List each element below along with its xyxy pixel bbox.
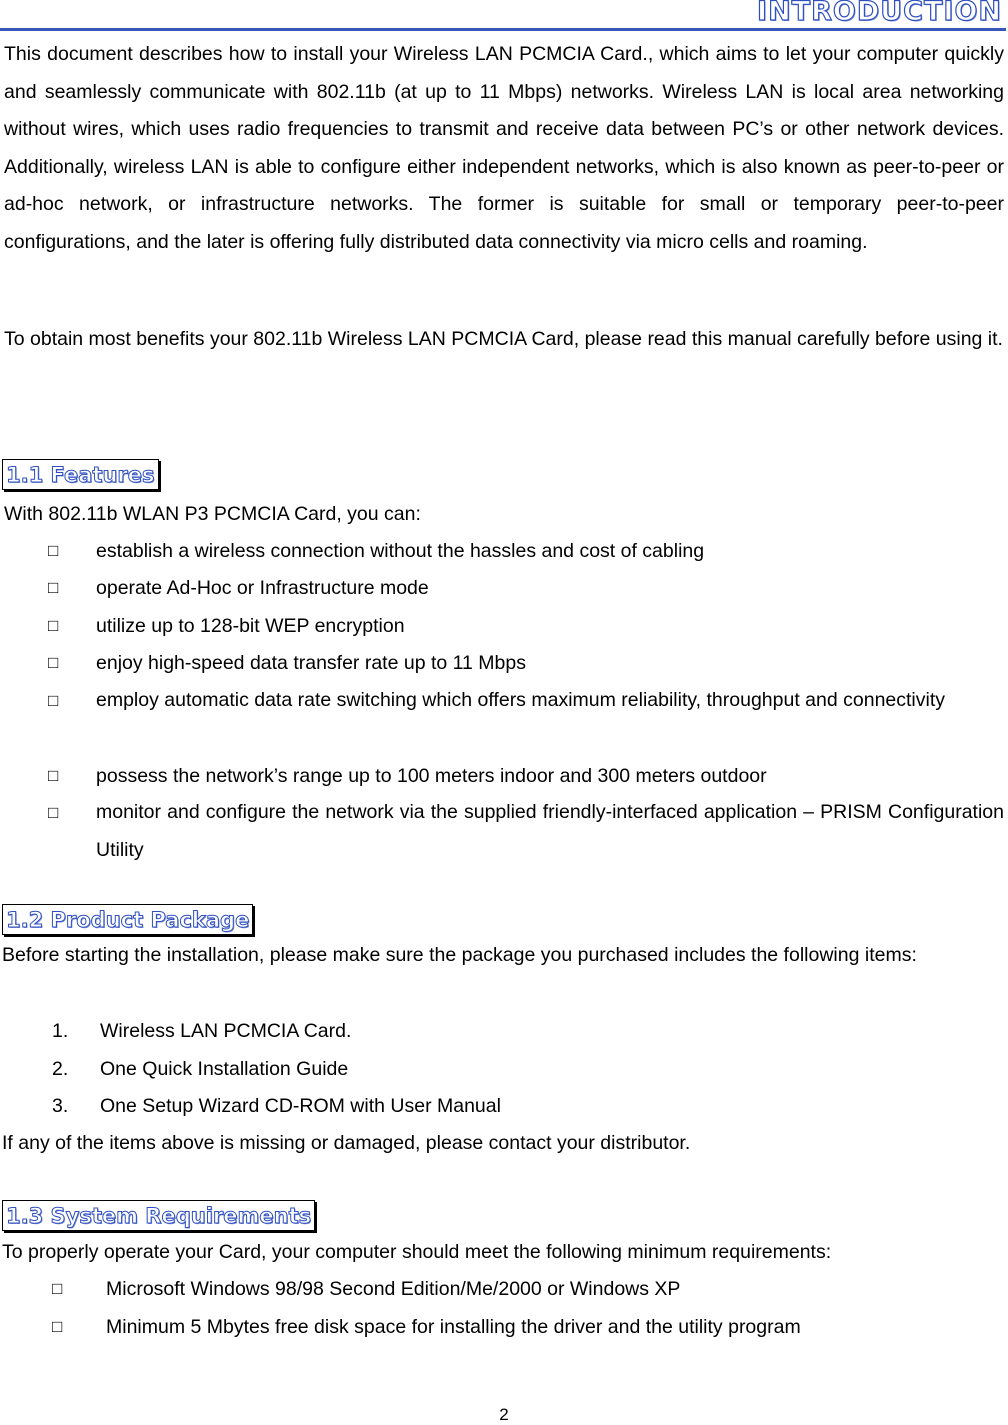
list-item-text: One Quick Installation Guide	[100, 1058, 349, 1080]
list-number: 1.	[52, 1020, 69, 1042]
list-item-text: possess the network’s range up to 100 meters indoor and 300 meters outdoor	[96, 765, 767, 787]
page-number: 2	[499, 1405, 509, 1424]
section-heading-features: 1.1 Features	[2, 459, 159, 490]
bullet-icon: □	[48, 578, 59, 597]
list-item-text: One Setup Wizard CD-ROM with User Manual	[100, 1095, 501, 1117]
section-heading-package: 1.2 Product Package	[2, 904, 253, 935]
bullet-icon: □	[52, 1317, 63, 1336]
bullet-icon: □	[48, 803, 59, 822]
list-item-text: Minimum 5 Mbytes free disk space for installing the driver and the utility program	[106, 1316, 801, 1338]
list-item-text: establish a wireless connection without the hassles and cost of cabling	[96, 540, 705, 562]
list-item-text: enjoy high-speed data transfer rate up to 11 Mbps	[96, 652, 526, 674]
section-heading-requirements: 1.3 System Requirements	[2, 1200, 315, 1231]
chapter-rule	[0, 28, 1006, 31]
list-item-text: monitor and configure the network via the supplied friendly-interfaced application – PRISM Configuration Utility	[96, 801, 1004, 861]
chapter-title: INTRODUCTION	[757, 0, 1002, 27]
bullet-icon: □	[48, 541, 59, 560]
list-item-text: utilize up to 128-bit WEP encryption	[96, 615, 405, 637]
list-item-text: Microsoft Windows 98/98 Second Edition/Me/2000 or Windows XP	[106, 1278, 681, 1300]
list-item-text: employ automatic data rate switching which offers maximum reliability, throughput and connectivity	[96, 689, 946, 711]
list-item-text: operate Ad-Hoc or Infrastructure mode	[96, 577, 429, 599]
bullet-icon: □	[52, 1279, 63, 1298]
requirements-lead: To properly operate your Card, your computer should meet the following minimum requirements:	[2, 1241, 832, 1263]
features-lead: With 802.11b WLAN P3 PCMCIA Card, you can:	[4, 503, 421, 525]
list-number: 2.	[52, 1058, 69, 1080]
package-lead: Before starting the installation, please make sure the package you purchased includes the following items:	[2, 944, 917, 966]
list-number: 3.	[52, 1095, 69, 1117]
bullet-icon: □	[48, 766, 59, 785]
list-item-text: Wireless LAN PCMCIA Card.	[100, 1020, 352, 1042]
package-note: If any of the items above is missing or damaged, please contact your distributor.	[2, 1132, 691, 1154]
bullet-icon: □	[48, 691, 59, 710]
bullet-icon: □	[48, 616, 59, 635]
intro-paragraph-1: This document describes how to install your Wireless LAN PCMCIA Card., which aims to let your computer quickly and seamlessly communicate with 802.11b (at up to 11 Mbps) networks. Wireless LAN is local area networking without wires, which uses radio frequencies to transmit and receive data between PC’s or other network devices. Additionally, wireless LAN is able to configure either independent networks, which is also known as peer-to-peer or ad-hoc network, or infrastructure networks. The former is suitable for small or temporary peer-to-peer configurations, and the later is offering fully distributed data connectivity via micro cells and roaming.	[4, 43, 1004, 253]
bullet-icon: □	[48, 653, 59, 672]
chapter-header	[0, 0, 1006, 32]
intro-paragraph-2: To obtain most benefits your 802.11b Wireless LAN PCMCIA Card, please read this manual carefully before using it.	[4, 328, 1003, 350]
